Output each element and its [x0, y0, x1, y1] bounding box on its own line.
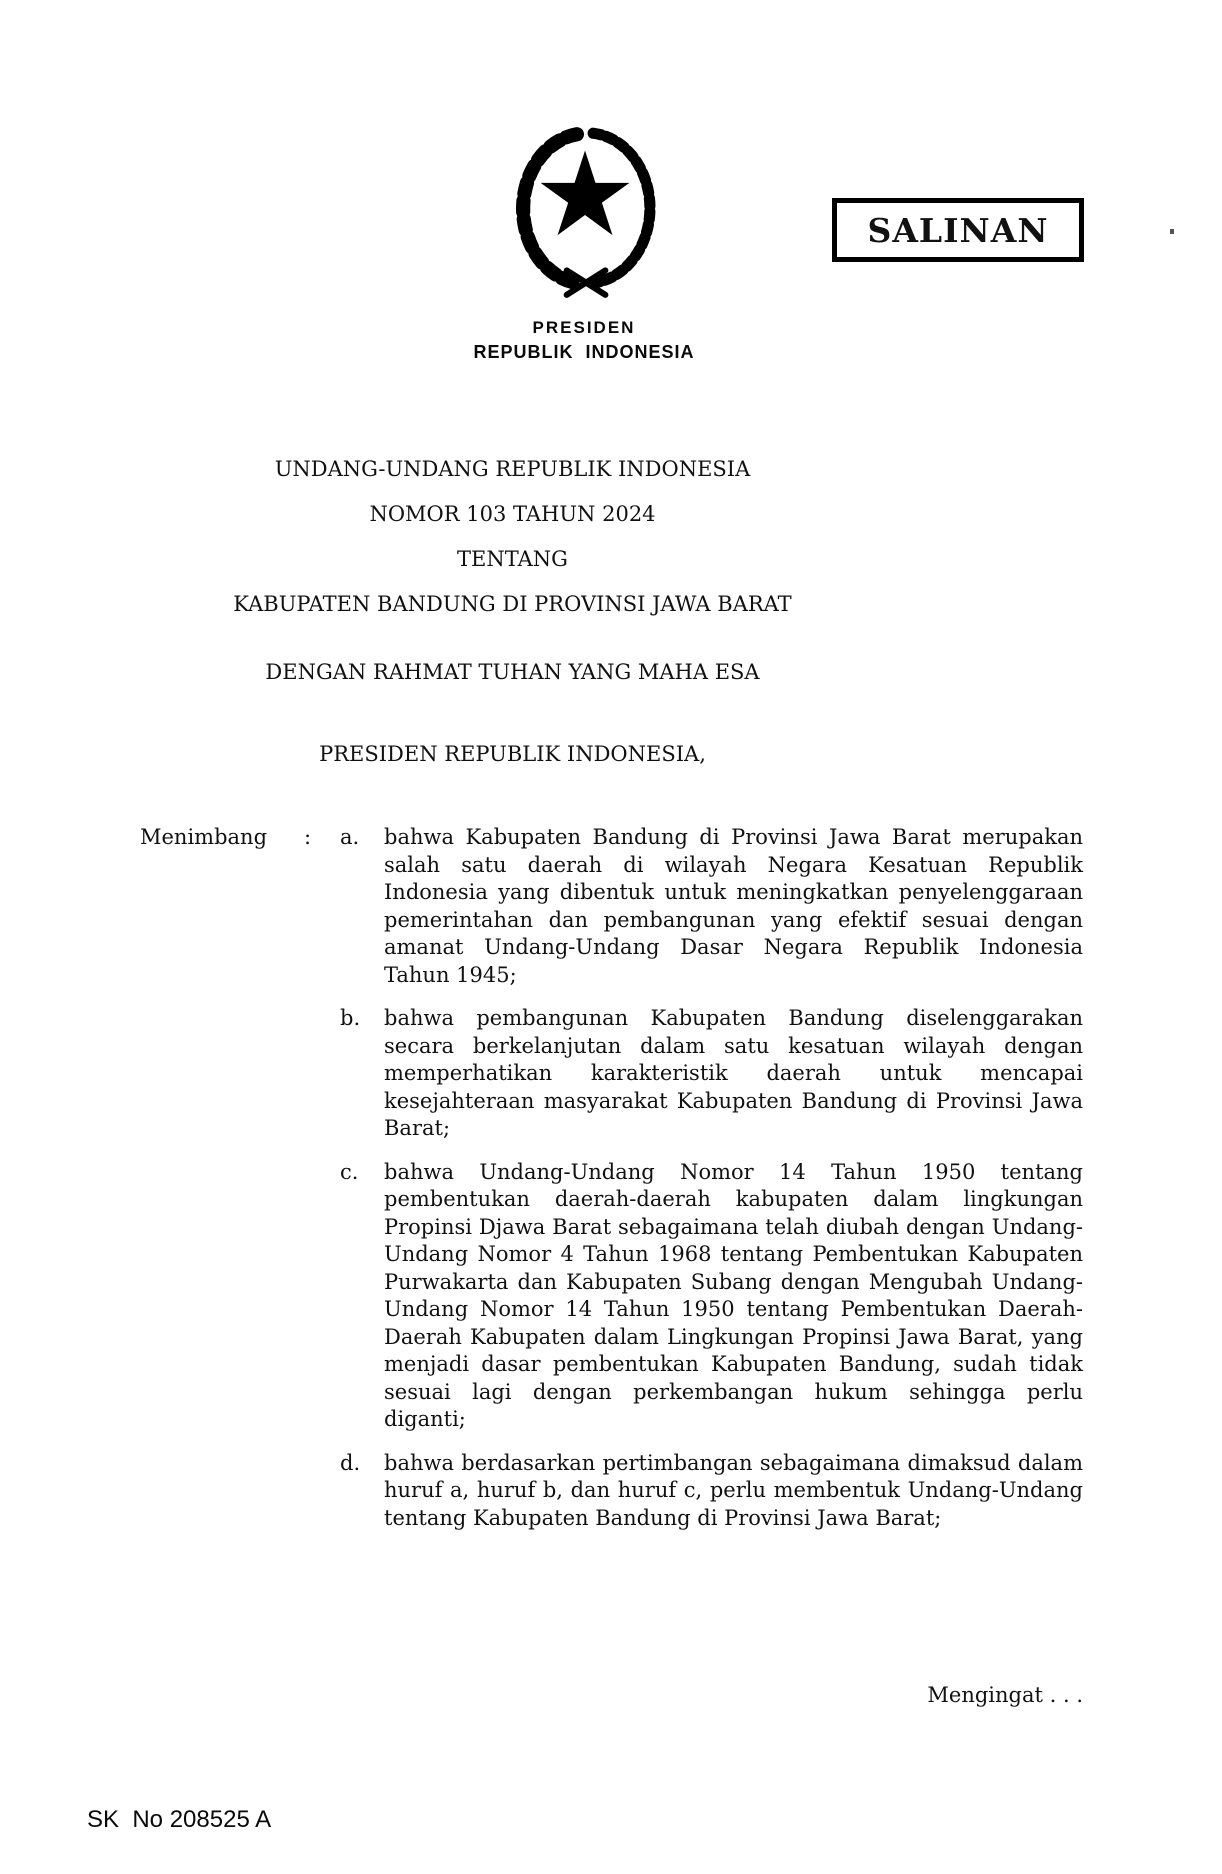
scan-artifact-dot [1170, 229, 1174, 234]
considering-item-c [140, 1159, 1083, 1434]
considering-section [140, 824, 1083, 1548]
item-text: bahwa Undang-Undang Nomor 14 Tahun 1950 tentang pembentukan daerah-daerah kabupaten dalam lingkungan Propinsi Djawa Barat sebagaimana telah diubah dengan Undang-Undang Nomor 4 Tahun 1968 tentang Pembentukan Kabupaten Purwakarta dan Kabupaten Subang dengan Mengubah Undang-Undang Nomor 14 Tahun 1950 tentang Pembentukan Daerah-Daerah Kabupaten dalam Lingkungan Propinsi Jawa Barat, yang menjadi dasar pembentukan Kabupaten Bandung, sudah tidak sesuai lagi dengan perkembangan hukum sehingga perlu diganti; [384, 1159, 1083, 1431]
considering-colon: : [304, 825, 312, 849]
title-line-1: UNDANG-UNDANG REPUBLIK INDONESIA [274, 457, 751, 481]
continuation-catchword: Mengingat . . . [927, 1683, 1083, 1707]
item-letter: a. [340, 825, 360, 849]
item-letter: c. [340, 1159, 359, 1184]
salinan-stamp: SALINAN [832, 198, 1084, 262]
item-letter: d. [340, 1450, 361, 1475]
considering-item-d [140, 1450, 1083, 1533]
invocation-line: DENGAN RAHMAT TUHAN YANG MAHA ESA [265, 660, 760, 684]
considering-item-b [140, 1005, 1083, 1143]
item-letter: b. [340, 1006, 361, 1030]
item-text: bahwa berdasarkan pertimbangan sebagaimana dimaksud dalam huruf a, huruf b, dan huruf c, perlu membentuk Undang-Undang tentang Kabupaten Bandung di Provinsi Jawa Barat; [384, 1450, 1083, 1530]
item-text: bahwa pembangunan Kabupaten Bandung diselenggarakan secara berkelanjutan dalam satu kesatuan wilayah dengan memperhatikan karakteristik daerah untuk mencapai kesejahteraan masyarakat Kabupaten Bandung di Provinsi Jawa Barat; [384, 1006, 1083, 1140]
presidential-star-wreath-emblem-icon [506, 118, 662, 306]
letterhead-presiden: PRESIDEN [532, 318, 636, 337]
item-text: bahwa Kabupaten Bandung di Provinsi Jawa Barat merupakan salah satu daerah di wilayah Negara Kesatuan Republik Indonesia yang dibentuk untuk meningkatkan penyelenggaraan pemerintahan dan pembangunan yang efektif sesuai dengan amanat Undang-Undang Dasar Negara Republik Indonesia Tahun 1945; [384, 825, 1083, 987]
letterhead-republik-indonesia: REPUBLIK INDONESIA [473, 342, 695, 362]
title-line-3: TENTANG [457, 547, 568, 571]
considering-item-a [140, 824, 1083, 989]
title-line-4: KABUPATEN BANDUNG DI PROVINSI JAWA BARAT [233, 592, 792, 616]
title-line-2: NOMOR 103 TAHUN 2024 [369, 502, 656, 526]
considering-label: Menimbang [140, 825, 268, 849]
letterhead [434, 318, 734, 363]
document-title [140, 447, 885, 627]
footer-sk-code: SK No 208525 A [87, 1806, 272, 1833]
authority-line: PRESIDEN REPUBLIK INDONESIA, [319, 742, 706, 766]
